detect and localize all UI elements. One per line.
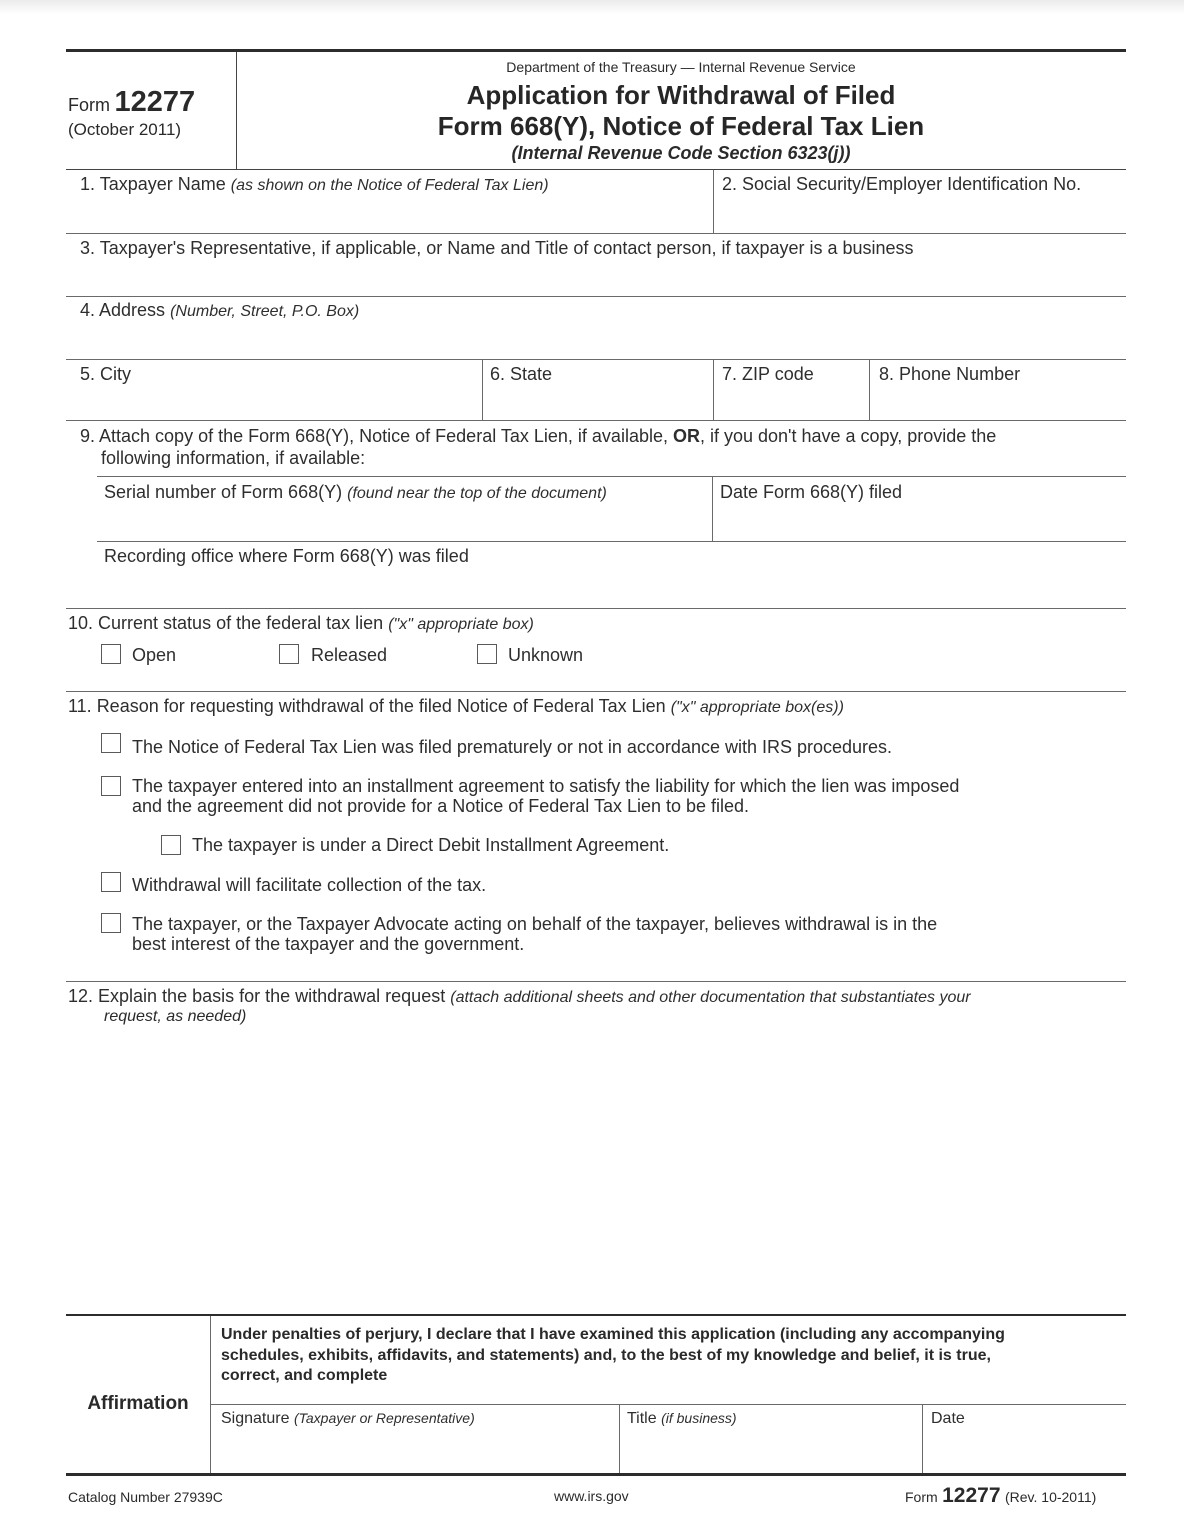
signature-row-top-rule <box>210 1404 1126 1405</box>
reason-premature-checkbox[interactable] <box>101 733 121 753</box>
explanation-area[interactable] <box>66 1030 1126 1312</box>
reason-installment-line2: and the agreement did not provide for a Notice of Federal Tax Lien to be filed. <box>132 796 750 816</box>
form-id <box>68 86 195 119</box>
row5-divider-2 <box>713 360 714 420</box>
row1-bottom-rule <box>66 233 1126 234</box>
header-top-rule <box>66 49 1126 52</box>
perjury-declaration-line3: correct, and complete <box>221 1367 388 1384</box>
row11-bottom-rule <box>66 981 1126 982</box>
irs-website: www.irs.gov <box>554 1488 629 1504</box>
attach-copy-line2: following information, if available: <box>101 448 366 468</box>
status-unknown-label: Unknown <box>508 645 584 665</box>
row3-bottom-rule <box>66 296 1126 297</box>
zip-label: 7. ZIP code <box>722 364 814 384</box>
ssn-ein-label: 2. Social Security/Employer Identification No. <box>722 174 1082 194</box>
explain-basis-label: 12. Explain the basis for the withdrawal request (attach additional sheets and other documentation that substantiates your <box>68 986 971 1006</box>
taxpayer-name-label: 1. Taxpayer Name (as shown on the Notice of Federal Tax Lien) <box>80 174 549 194</box>
reason-installment-checkbox[interactable] <box>101 776 121 796</box>
reason-direct-debit-label: The taxpayer is under a Direct Debit Installment Agreement. <box>192 835 670 855</box>
serial-date-divider <box>712 477 713 541</box>
recording-office-label: Recording office where Form 668(Y) was filed <box>104 546 469 566</box>
header-bottom-rule <box>66 169 1126 170</box>
top-edge-shade <box>0 0 1184 14</box>
title-label: Title (if business) <box>627 1410 737 1427</box>
form-subtitle: (Internal Revenue Code Section 6323(j)) <box>511 143 851 163</box>
affirmation-heading: Affirmation <box>87 1393 189 1414</box>
form-prefix: Form <box>68 95 110 115</box>
reason-facilitate-checkbox[interactable] <box>101 872 121 892</box>
reason-direct-debit-checkbox[interactable] <box>161 835 181 855</box>
representative-label: 3. Taxpayer's Representative, if applicable, or Name and Title of contact person, if taxpayer is a business <box>80 238 914 258</box>
catalog-number: Catalog Number 27939C <box>68 1489 223 1505</box>
perjury-declaration-line2: schedules, exhibits, affidavits, and statements) and, to the best of my knowledge and belief, it is true, <box>221 1347 991 1364</box>
row9-inner-rule <box>97 476 1126 477</box>
row10-bottom-rule <box>66 691 1126 692</box>
status-open-checkbox[interactable] <box>101 644 121 664</box>
form-title-line1: Application for Withdrawal of Filed <box>466 80 896 110</box>
city-label: 5. City <box>80 364 132 384</box>
footer-form-id: Form 12277 (Rev. 10-2011) <box>905 1484 1097 1507</box>
title-date-divider <box>922 1405 923 1474</box>
row5-divider-1 <box>482 360 483 420</box>
reason-premature-label: The Notice of Federal Tax Lien was filed prematurely or not in accordance with IRS procedures. <box>132 737 893 757</box>
row5-bottom-rule <box>66 420 1126 421</box>
row9-bottom-rule <box>66 608 1126 609</box>
state-label: 6. State <box>490 364 553 384</box>
attach-copy-line1: 9. Attach copy of the Form 668(Y), Notice of Federal Tax Lien, if available, OR, if you don't have a copy, provide the <box>80 426 997 446</box>
date-label: Date <box>931 1410 965 1427</box>
address-label: 4. Address (Number, Street, P.O. Box) <box>80 300 360 320</box>
serial-number-label: Serial number of Form 668(Y) (found near the top of the document) <box>104 482 607 502</box>
phone-label: 8. Phone Number <box>879 364 1021 384</box>
affirmation-top-rule <box>66 1314 1126 1316</box>
row4-bottom-rule <box>66 359 1126 360</box>
serial-row-bottom-rule <box>97 541 1126 542</box>
reason-best-interest-checkbox[interactable] <box>101 913 121 933</box>
signature-label: Signature (Taxpayer or Representative) <box>221 1410 475 1427</box>
form-date: (October 2011) <box>68 120 182 139</box>
status-open-label: Open <box>132 645 177 665</box>
perjury-declaration-line1: Under penalties of perjury, I declare that I have examined this application (including any accompanying <box>221 1326 1005 1343</box>
lien-status-label: 10. Current status of the federal tax lien ("x" appropriate box) <box>68 613 534 633</box>
withdrawal-reason-label: 11. Reason for requesting withdrawal of the filed Notice of Federal Tax Lien ("x" appropriate box(es)) <box>68 696 844 716</box>
row5-divider-3 <box>869 360 870 420</box>
form-number: 12277 <box>114 86 196 118</box>
reason-installment-line1: The taxpayer entered into an installment agreement to satisfy the liability for which the lien was imposed <box>132 776 960 796</box>
row1-divider <box>713 170 714 233</box>
affirmation-bottom-rule <box>66 1473 1126 1476</box>
date-filed-label: Date Form 668(Y) filed <box>720 482 903 502</box>
reason-best-interest-line1: The taxpayer, or the Taxpayer Advocate acting on behalf of the taxpayer, believes withdrawal is in the <box>132 914 938 934</box>
affirmation-divider <box>210 1316 211 1474</box>
department-line: Department of the Treasury — Internal Revenue Service <box>506 59 856 75</box>
explain-basis-note-line2: request, as needed) <box>104 1008 247 1025</box>
reason-facilitate-label: Withdrawal will facilitate collection of the tax. <box>132 875 487 895</box>
status-released-label: Released <box>311 645 388 665</box>
status-released-checkbox[interactable] <box>279 644 299 664</box>
signature-title-divider <box>619 1405 620 1474</box>
reason-best-interest-line2: best interest of the taxpayer and the government. <box>132 934 525 954</box>
status-unknown-checkbox[interactable] <box>477 644 497 664</box>
form-title-line2: Form 668(Y), Notice of Federal Tax Lien <box>437 111 925 141</box>
